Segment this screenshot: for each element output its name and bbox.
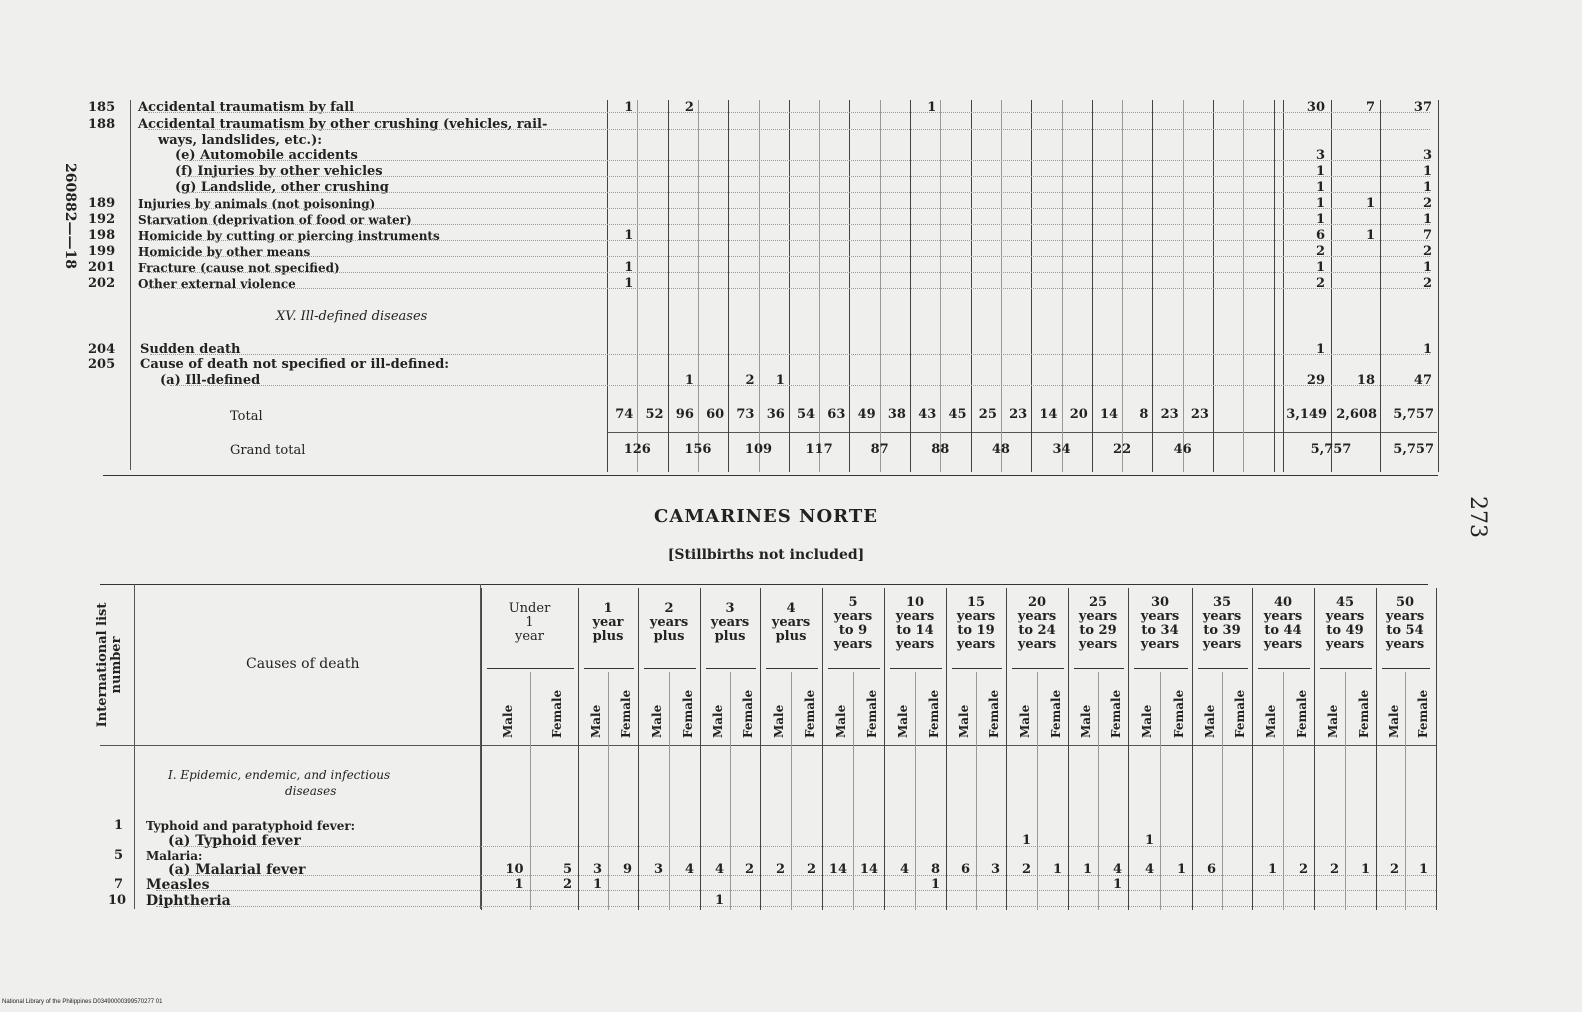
malaria-cell: 2 <box>1298 862 1308 877</box>
bottom-code-divider <box>134 584 135 909</box>
age-group-header: 4 <box>786 601 796 616</box>
cell-female-total: 18 <box>1356 373 1375 388</box>
cell-value: 1 <box>775 373 785 388</box>
bottom-group-underline <box>706 668 756 669</box>
age-group-header: to 19 <box>957 623 995 638</box>
page-title: CAMARINES NORTE <box>654 506 878 527</box>
female-header: Female <box>987 689 1001 738</box>
col-header-causes: Causes of death <box>246 656 360 672</box>
top-col-line <box>1243 100 1244 472</box>
grand-total-cell: 34 <box>1052 442 1071 457</box>
malaria-cell: 2 <box>1021 862 1031 877</box>
cell-male-total: 2 <box>1315 244 1325 259</box>
bottom-group-underline <box>1134 668 1188 669</box>
age-group-header: plus <box>775 629 807 644</box>
row-cause: Homicide by other means <box>138 245 311 259</box>
age-group-header: 5 <box>848 595 858 610</box>
malaria-cell: 1 <box>1418 862 1428 877</box>
bottom-group-line <box>481 588 482 910</box>
bottom-group-line <box>1192 588 1193 910</box>
age-group-header: years <box>956 609 996 624</box>
total-cell: 14 <box>1100 407 1119 422</box>
cell-all-total: 1 <box>1422 212 1432 227</box>
bottom-group-underline <box>1258 668 1310 669</box>
malaria-cell: 4 <box>1112 862 1122 877</box>
cell-all-total: 2 <box>1422 196 1432 211</box>
cell-all-total: 1 <box>1422 180 1432 195</box>
diphtheria-cell: 1 <box>714 893 724 908</box>
row-leader <box>170 385 1430 386</box>
age-group-header: 20 <box>1027 595 1047 610</box>
row-leader <box>148 288 1430 289</box>
row-code: 7 <box>114 877 124 892</box>
row-cause: Sudden death <box>140 342 241 357</box>
cell-male-total: 29 <box>1306 373 1325 388</box>
male-header: Male <box>771 704 786 738</box>
malaria-cell: 4 <box>684 862 694 877</box>
row-code: 201 <box>88 260 116 275</box>
row-cause: (e) Automobile accidents <box>175 148 358 163</box>
female-header: Female <box>1294 689 1309 738</box>
age-group-header: years <box>1017 609 1057 624</box>
malaria-cell: 1 <box>1267 862 1277 877</box>
grand-total-cell: 109 <box>744 442 773 457</box>
female-header: Female <box>802 689 817 738</box>
measles-cell: 2 <box>562 877 572 892</box>
total-cell: 25 <box>978 407 997 422</box>
row-code: 10 <box>108 893 127 908</box>
age-group-header: years <box>1385 609 1425 624</box>
cell-value: 1 <box>927 100 937 115</box>
row-leader <box>148 208 1430 209</box>
male-header: Male <box>1017 704 1032 738</box>
bottom-group-line <box>1068 588 1069 910</box>
cell-male-total: 6 <box>1315 228 1325 243</box>
row-code: 204 <box>88 342 116 357</box>
row-cause: (a) Typhoid fever <box>168 833 301 849</box>
age-group-header: years <box>1078 637 1118 652</box>
age-group-header: years <box>1140 609 1180 624</box>
malaria-cell: 14 <box>859 862 878 877</box>
row-cause: Other external violence <box>138 277 296 291</box>
age-group-header: to 39 <box>1203 623 1241 638</box>
footer-credit: National Library of the Philippines D03490000399570277 01 <box>2 999 163 1005</box>
grand-total-cell: 46 <box>1173 442 1192 457</box>
female-header: Female <box>1109 689 1123 738</box>
female-header: Female <box>1415 689 1430 738</box>
age-group-header: to 49 <box>1326 623 1364 638</box>
row-code: 199 <box>88 244 116 259</box>
total-cell: 38 <box>887 407 906 422</box>
total-cell: 23 <box>1190 407 1209 422</box>
age-group-header: to 9 <box>838 623 868 638</box>
total-all: 5,757 <box>1393 407 1434 422</box>
total-cell: 43 <box>918 407 937 422</box>
row-cause: Cause of death not specified or ill-defined: <box>140 357 450 372</box>
cell-value: 1 <box>684 373 694 388</box>
malaria-cell: 2 <box>775 862 785 877</box>
female-header: Female <box>549 689 564 738</box>
malaria-cell: 3 <box>990 862 1000 877</box>
row-code: 1 <box>114 818 124 833</box>
male-header: Male <box>1325 704 1340 738</box>
age-group-header: plus <box>714 629 746 644</box>
malaria-cell: 8 <box>930 862 940 877</box>
total-cell: 36 <box>766 407 785 422</box>
bottom-group-line <box>1006 588 1007 910</box>
col-header-intl-number: International list number <box>95 602 124 728</box>
age-group-header: to 29 <box>1079 623 1117 638</box>
cell-all-total: 1 <box>1422 260 1432 275</box>
section-heading-xv: XV. Ill-defined diseases <box>276 309 428 324</box>
row-cause: (a) Malarial fever <box>168 862 306 878</box>
female-header: Female <box>1048 689 1063 738</box>
male-header: Male <box>1263 704 1278 738</box>
row-leader <box>156 906 1436 907</box>
bottom-group-underline <box>1382 668 1430 669</box>
age-group-header: years <box>1385 637 1425 652</box>
age-group-header: 2 <box>664 601 674 616</box>
malaria-cell: 4 <box>714 862 724 877</box>
bottom-group-underline <box>584 668 634 669</box>
age-group-header: 30 <box>1150 595 1170 610</box>
total-cell: 23 <box>1009 407 1028 422</box>
top-col-line <box>1274 100 1275 472</box>
bottom-group-underline <box>766 668 818 669</box>
female-header: Female <box>619 689 633 738</box>
bottom-group-line <box>884 588 885 910</box>
cell-male-total: 3 <box>1315 148 1325 163</box>
age-group-header: to 24 <box>1018 623 1056 638</box>
malaria-cell: 3 <box>653 862 663 877</box>
female-header: Female <box>741 689 755 738</box>
cell-male-total: 1 <box>1315 164 1325 179</box>
total-cell: 20 <box>1069 407 1088 422</box>
malaria-cell: 2 <box>744 862 754 877</box>
malaria-cell: 1 <box>1176 862 1186 877</box>
cell-male-total: 1 <box>1315 180 1325 195</box>
row-leader <box>185 176 1430 177</box>
total-cell: 52 <box>645 407 664 422</box>
bottom-header-top-rule <box>100 584 1428 585</box>
age-group-header: 1 <box>603 601 613 616</box>
bottom-group-underline <box>1012 668 1064 669</box>
row-cause: Diphtheria <box>146 893 231 909</box>
age-group-header: 15 <box>966 595 986 610</box>
age-group-header: to 44 <box>1264 623 1302 638</box>
bottom-group-underline <box>487 668 574 669</box>
cell-all-total: 3 <box>1422 148 1432 163</box>
cell-male-total: 1 <box>1315 342 1325 357</box>
top-code-divider <box>130 100 131 470</box>
female-header: Female <box>926 689 941 738</box>
row-cause: (f) Injuries by other vehicles <box>175 164 383 179</box>
malaria-cell: 1 <box>1052 862 1062 877</box>
age-group-header: year <box>592 615 624 630</box>
malaria-cell: 2 <box>1329 862 1339 877</box>
age-group-header: 50 <box>1395 595 1415 610</box>
malaria-cell: 3 <box>592 862 602 877</box>
top-table-bottom-rule <box>103 475 1438 476</box>
grand-total-cell: 117 <box>805 442 833 457</box>
age-group-header: Under <box>508 601 551 616</box>
row-cause: Fracture (cause not specified) <box>138 261 340 275</box>
age-group-header: years <box>771 615 811 630</box>
age-group-header: 1 <box>525 615 534 630</box>
page-subtitle: [Stillbirths not included] <box>667 547 865 563</box>
row-cause: Measles <box>146 877 210 893</box>
cell-all-total: 37 <box>1413 100 1432 115</box>
female-header: Female <box>1172 689 1186 738</box>
total-cell: 96 <box>675 407 694 422</box>
age-group-header: years <box>895 609 935 624</box>
female-header: Female <box>1356 689 1371 738</box>
malaria-cell: 6 <box>960 862 970 877</box>
total-cell: 23 <box>1160 407 1179 422</box>
bottom-group-underline <box>890 668 942 669</box>
male-header: Male <box>957 704 971 738</box>
bottom-group-line <box>946 588 947 910</box>
total-female: 2,608 <box>1336 407 1377 422</box>
bottom-header-bottom-rule <box>100 745 1436 746</box>
row-code: 188 <box>88 117 116 132</box>
age-group-header: years <box>1263 609 1303 624</box>
row-code: 202 <box>88 276 116 291</box>
age-group-header: years <box>1202 637 1242 652</box>
age-group-header: to 54 <box>1386 623 1424 638</box>
top-col-line <box>1213 100 1214 472</box>
age-group-header: years <box>1202 609 1242 624</box>
cell-all-total: 1 <box>1422 342 1432 357</box>
row-leader <box>148 272 1430 273</box>
female-header: Female <box>864 689 879 738</box>
malaria-cell: 2 <box>806 862 816 877</box>
malaria-cell: 9 <box>622 862 632 877</box>
cell-value: 1 <box>624 100 634 115</box>
row-leader <box>185 192 1430 193</box>
section-heading-i-line2: diseases <box>285 784 337 798</box>
cell-female-total: 7 <box>1365 100 1375 115</box>
row-cause: Injuries by animals (not poisoning) <box>138 197 376 211</box>
grand-total-cell: 156 <box>684 442 712 457</box>
male-header: Male <box>895 704 910 738</box>
cell-value: 2 <box>684 100 694 115</box>
cell-all-total: 2 <box>1422 244 1432 259</box>
total-cell: 60 <box>706 407 725 422</box>
row-cause: (g) Landslide, other crushing <box>175 180 389 195</box>
bottom-group-line <box>822 588 823 910</box>
bottom-group-line <box>760 588 761 910</box>
total-cell: 73 <box>736 407 755 422</box>
cell-value: 1 <box>624 228 634 243</box>
cell-male-total: 2 <box>1315 276 1325 291</box>
bottom-group-line <box>638 588 639 910</box>
age-group-header: years <box>710 615 750 630</box>
total-cell: 8 <box>1139 407 1149 422</box>
side-label: 260882——18 <box>62 163 78 269</box>
row-leader <box>148 256 1430 257</box>
bottom-group-line <box>1314 588 1315 910</box>
malaria-cell: 4 <box>899 862 909 877</box>
age-group-header: years <box>956 637 996 652</box>
male-header: Male <box>1079 704 1093 738</box>
grand-total-cell: 48 <box>991 442 1010 457</box>
row-code: 192 <box>88 212 116 227</box>
total-cell: 63 <box>827 407 846 422</box>
row-code: 189 <box>88 196 116 211</box>
malaria-cell: 14 <box>828 862 847 877</box>
age-group-header: 40 <box>1273 595 1293 610</box>
male-header: Male <box>1386 704 1401 738</box>
row-cause: Homicide by cutting or piercing instruments <box>138 229 440 243</box>
malaria-cell: 1 <box>1360 862 1370 877</box>
male-header: Male <box>501 704 516 738</box>
age-group-header: years <box>1325 637 1365 652</box>
cell-value: 1 <box>624 276 634 291</box>
measles-cell: 1 <box>592 877 602 892</box>
malaria-cell: 2 <box>1389 862 1399 877</box>
age-group-header: to 14 <box>896 623 934 638</box>
cell-female-total: 1 <box>1365 196 1375 211</box>
cell-male-total: 1 <box>1315 260 1325 275</box>
grand-total-mf: 5,757 <box>1310 442 1352 457</box>
age-group-header: years <box>895 637 935 652</box>
bottom-group-line <box>700 588 701 910</box>
cell-male-total: 1 <box>1315 212 1325 227</box>
cell-all-total: 2 <box>1422 276 1432 291</box>
malaria-cell: 1 <box>1082 862 1092 877</box>
malaria-cell: 6 <box>1206 862 1216 877</box>
top-col-line <box>1438 100 1439 472</box>
row-cause: Starvation (deprivation of food or water) <box>138 213 412 227</box>
bottom-group-underline <box>644 668 696 669</box>
top-total-rule <box>607 432 1437 433</box>
cell-female-total: 1 <box>1365 228 1375 243</box>
row-cause: Accidental traumatism by other crushing (vehicles, rail- <box>138 117 548 132</box>
female-header: Female <box>680 689 695 738</box>
age-group-header: year <box>514 629 544 644</box>
total-cell: 74 <box>615 407 634 422</box>
bottom-group-line <box>1128 588 1129 910</box>
typhoid-cell: 1 <box>1144 833 1154 848</box>
bottom-group-underline <box>1074 668 1124 669</box>
age-group-header: 25 <box>1088 595 1108 610</box>
bottom-group-line <box>1436 588 1437 910</box>
row-cause: Accidental traumatism by fall <box>138 100 355 115</box>
total-cell: 45 <box>948 407 967 422</box>
female-header: Female <box>1233 689 1247 738</box>
bottom-group-line <box>1252 588 1253 910</box>
grand-total-cell: 87 <box>870 442 889 457</box>
male-header: Male <box>1140 704 1154 738</box>
row-code: 185 <box>88 100 116 115</box>
malaria-cell: 4 <box>1144 862 1154 877</box>
cell-all-total: 1 <box>1422 164 1432 179</box>
measles-cell: 1 <box>514 877 524 892</box>
age-group-header: 45 <box>1335 595 1355 610</box>
age-group-header: years <box>833 637 873 652</box>
total-cell: 49 <box>857 407 876 422</box>
total-label: Total <box>230 409 263 424</box>
row-leader <box>156 890 1436 891</box>
grand-total-cell: 22 <box>1113 442 1132 457</box>
malaria-cell: 10 <box>505 862 524 877</box>
row-leader <box>148 240 1430 241</box>
cell-all-total: 47 <box>1413 373 1432 388</box>
cell-value: 2 <box>745 373 755 388</box>
age-group-header: years <box>1263 637 1303 652</box>
row-leader <box>148 129 1430 130</box>
age-group-header: plus <box>592 629 624 644</box>
bottom-group-line <box>578 588 579 910</box>
row-cause: ways, landslides, etc.): <box>158 133 323 148</box>
row-leader <box>178 846 1436 847</box>
age-group-header: years <box>833 609 873 624</box>
bottom-group-underline <box>1320 668 1372 669</box>
grand-total-cell: 126 <box>623 442 651 457</box>
age-group-header: years <box>649 615 689 630</box>
cell-all-total: 7 <box>1422 228 1432 243</box>
male-header: Male <box>589 704 603 738</box>
malaria-cell: 5 <box>562 862 572 877</box>
age-group-header: 3 <box>725 601 735 616</box>
bottom-group-underline <box>1198 668 1248 669</box>
total-cell: 14 <box>1039 407 1058 422</box>
total-cell: 54 <box>797 407 816 422</box>
grand-total-cell: 88 <box>931 442 950 457</box>
row-cause: Malaria: <box>146 849 203 863</box>
grand-total-all: 5,757 <box>1393 442 1434 457</box>
age-group-header: 10 <box>905 595 925 610</box>
cell-male-total: 30 <box>1306 100 1325 115</box>
age-group-header: plus <box>653 629 685 644</box>
cell-value: 1 <box>624 260 634 275</box>
age-group-header: years <box>1078 609 1118 624</box>
row-code: 5 <box>114 848 124 863</box>
bottom-group-underline <box>952 668 1002 669</box>
male-header: Male <box>833 704 848 738</box>
row-cause: Typhoid and paratyphoid fever: <box>146 819 356 833</box>
total-male: 3,149 <box>1286 407 1327 422</box>
row-leader <box>150 354 1430 355</box>
age-group-header: years <box>1140 637 1180 652</box>
page-number: 273 <box>1465 496 1490 538</box>
age-group-header: years <box>1325 609 1365 624</box>
grand-total-label: Grand total <box>230 443 306 458</box>
row-leader <box>148 112 1430 113</box>
typhoid-cell: 1 <box>1021 833 1031 848</box>
male-header: Male <box>711 704 725 738</box>
male-header: Male <box>1203 704 1217 738</box>
measles-cell: 1 <box>930 877 940 892</box>
section-heading-i-line1: I. Epidemic, endemic, and infectious <box>168 768 391 782</box>
bottom-group-line <box>1376 588 1377 910</box>
row-leader <box>148 224 1430 225</box>
age-group-header: to 34 <box>1141 623 1179 638</box>
row-code: 205 <box>88 357 116 372</box>
age-group-header: years <box>1017 637 1057 652</box>
bottom-group-underline <box>828 668 880 669</box>
measles-cell: 1 <box>1112 877 1122 892</box>
row-cause: (a) Ill-defined <box>160 373 261 388</box>
cell-male-total: 1 <box>1315 196 1325 211</box>
age-group-header: 35 <box>1212 595 1232 610</box>
row-leader <box>185 160 1430 161</box>
row-code: 198 <box>88 228 116 243</box>
male-header: Male <box>649 704 664 738</box>
